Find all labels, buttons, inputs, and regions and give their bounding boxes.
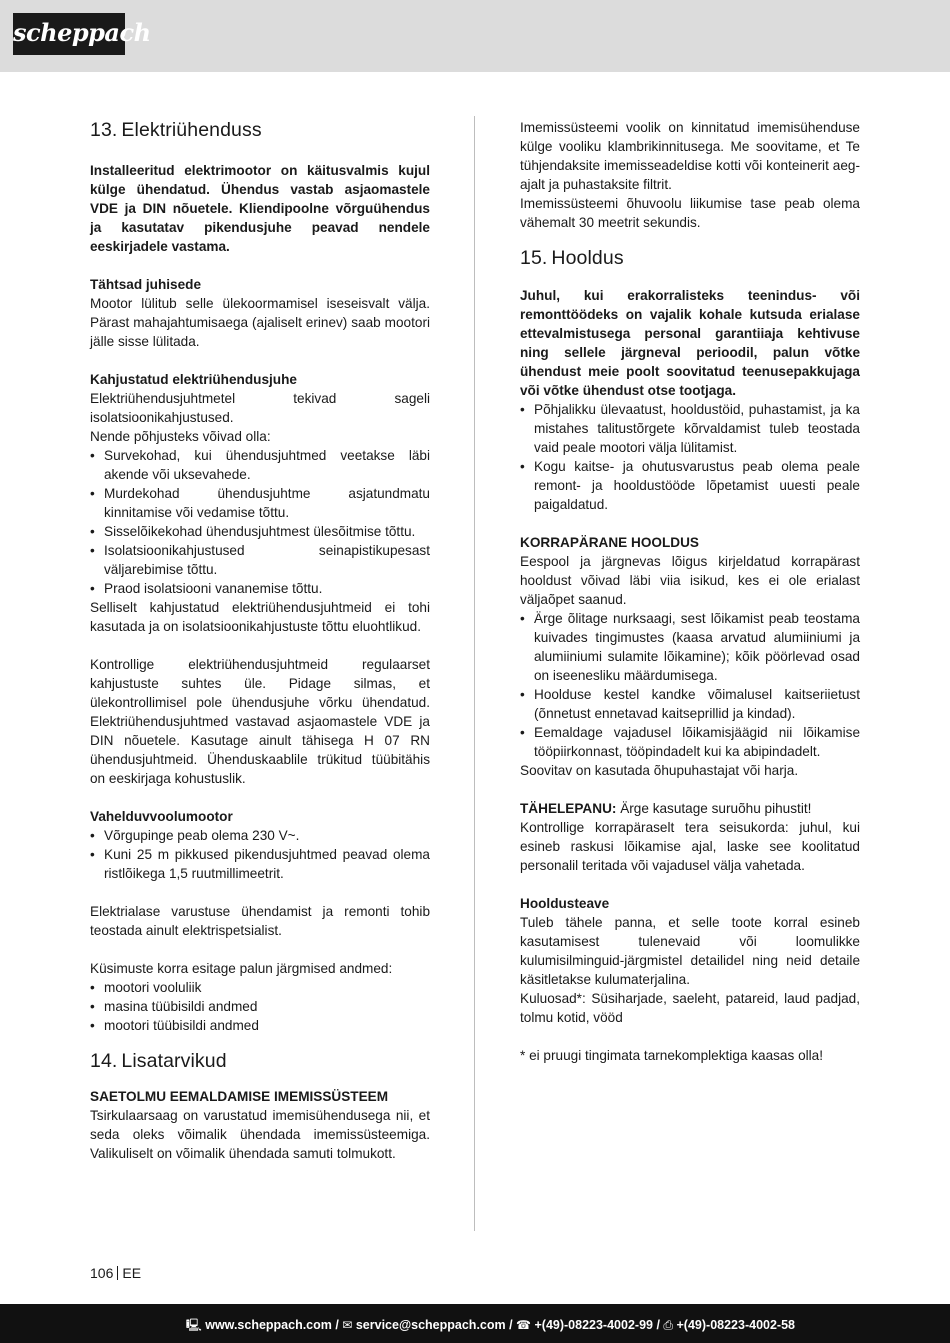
list-item: • masina tüübisildi andmed (90, 997, 430, 1016)
email-link[interactable]: service@scheppach.com (355, 1318, 506, 1332)
section-15-intro: Juhul, kui erakorralisteks teenindus- või remonttöödeks on vajalik kohale kutsuda erialase ettevalmistusega personal garantiiaja kehtivuse ning sellele järgneval perioodil, palun võtke ühendust meie poolt soovitatud teenusepakkujaga või võtke ühendust otse tootjaga. (520, 288, 860, 398)
fax-icon: ⎙ (663, 1318, 674, 1332)
website-link[interactable]: www.scheppach.com (205, 1318, 332, 1332)
questions-text: Küsimuste korra esitage palun järgmised andmed: (90, 961, 393, 976)
dust-extraction-text: Tsirkulaarsaag on varustatud imemisühendusega nii, et seda oleks võimalik ühendada imemissüsteemiga. Valikuliselt on võimalik ühendada samuti tolmukott. (90, 1108, 430, 1161)
damaged-cable-causes-intro: Nende põhjusteks võivad olla: (90, 429, 271, 444)
contact-line: 🖳 www.scheppach.com / ✉ service@scheppach.com / ☎ +(49)-08223-4002-99 / ⎙ +(49)-08223-4002-58 (185, 1318, 795, 1332)
regular-maintenance-list (520, 609, 860, 761)
fax-number: +(49)-08223-4002-58 (676, 1318, 795, 1332)
list-item: • Survekohad, kui ühendusjuhtmed veetakse läbi akende või uksevahede. (90, 446, 430, 484)
important-heading: Tähtsad juhisede (90, 277, 202, 292)
list-item: • Murdekohad ühendusjuhtme asjatundmatu kinnitamise või vedamise tõttu. (90, 484, 430, 522)
page-number: 106 (90, 1265, 114, 1281)
service-info-heading: Hooldusteave (520, 896, 610, 911)
specialist-text: Elektrialase varustuse ühendamist ja remonti tohib teostada ainult elektrispetsialist. (90, 904, 430, 938)
list-item: • Hoolduse kestel kandke võimalusel kaitseriietust (õnnetust ennetavad kaitseprillid ja kindad). (520, 685, 860, 723)
list-item: • Ärge õlitage nurksaagi, sest lõikamist peab teostama kuivades tingimustes (kaasa arvatud alumiiniumi ja alumiiniumi sulamite lõikamine); kõik pöörlevad osad on iseenesliku määrdumisega. (520, 609, 860, 685)
footer-bar (0, 1304, 950, 1343)
header-bar (0, 0, 950, 72)
page-number-area (90, 1265, 141, 1281)
section-15-heading: 15. Hooldus (520, 247, 624, 269)
list-item: • Võrgupinge peab olema 230 V~. (90, 826, 430, 845)
list-item: • Kuni 25 m pikkused pikendusjuhtmed peavad olema ristlõikega 1,5 ruutmillimeetrit. (90, 845, 430, 883)
list-item: • Isolatsioonikahjustused seinapistikupesast väljarebimise tõttu. (90, 541, 430, 579)
attention-text: Kontrollige korrapäraselt tera seisukorda: juhul, kui esineb raskusi lõikamise ajal, laske see koolitatud personalil teritada või vajadusel välja vahetada. (520, 820, 860, 873)
regular-maintenance-text-2: Soovitav on kasutada õhupuhastajat või harja. (520, 763, 799, 778)
list-item: • Sisselõikekohad ühendusjuhtmest ülesõitmise tõttu. (90, 522, 430, 541)
list-item: • Eemaldage vajadusel lõikamisjäägid nii lõikamise tööpiirkonnast, tööpindadelt kui ka abipindadelt. (520, 723, 860, 761)
damaged-cable-heading: Kahjustatud elektriühendusjuhe (90, 372, 297, 387)
list-item: • mootori vooluliik (90, 978, 430, 997)
section-13-intro: Installeeritud elektrimootor on käitusvalmis kujul külge ühendatud. Ühendus vastab asjaomastele VDE ja DIN nõuetele. Kliendipoolne võrguühendus ja kasutatav pikendusjuhe peavad nendele eeskirjadele vastama. (90, 163, 430, 254)
service-info-text: Tuleb tähele panna, et selle toote korral esineb kasutamisest tulenevaid või loomulikke kulumisilminguid-järgmistel detailidel ning neid detaile käsitletakse kulumaterjalina. (520, 915, 860, 987)
language-code: EE (122, 1265, 142, 1281)
list-item: • Põhjalikku ülevaatust, hooldustöid, puhastamist, ja ka mistahes talitustõrgete kõrvaldamist tuleb teostada vaid peale mootori välja lülitamist. (520, 400, 860, 457)
list-item: • Praod isolatsiooni vananemise tõttu. (90, 579, 430, 598)
dust-extraction-heading: SAETOLMU EEMALDAMISE IMEMISSÜSTEEM (90, 1089, 389, 1104)
right-column (520, 118, 860, 1065)
scheppach-logo: scheppach (13, 13, 125, 55)
dust-extraction-text-2: Imemissüsteemi voolik on kinnitatud imemisühenduse külge vooliku klambrikinnitusega. Me soovitame, et Te tühjendaksite imemisseadeldise kotti või konteinerit aeg-ajalt ja puhastaksite filtrit. (520, 120, 860, 192)
damaged-cable-list (90, 446, 430, 598)
column-divider (474, 116, 475, 1231)
questions-list (90, 978, 430, 1035)
email-icon: ✉ (342, 1318, 353, 1332)
phone-icon: ☎ (516, 1318, 531, 1332)
damaged-cable-text: Elektriühendusjuhtmetel tekivad sageli isolatsioonikahjustused. (90, 391, 430, 425)
phone-number: +(49)-08223-4002-99 (534, 1318, 653, 1332)
ac-motor-list (90, 826, 430, 883)
computer-icon: 🖳 (185, 1318, 202, 1332)
important-text: Mootor lülitub selle ülekoormamisel iseseisvalt välja. Pärast mahajahtumisaega (ajaliselt erinev) saab mootori jälle sisse lülitada. (90, 296, 430, 349)
footnote: * ei pruugi tingimata tarnekomplektiga kaasas olla! (520, 1048, 824, 1063)
maintenance-list (520, 400, 860, 514)
regular-maintenance-heading: KORRAPÄRANE HOOLDUS (520, 535, 699, 550)
dust-extraction-text-3: Imemissüsteemi õhuvoolu liikumise tase peab olema vähemalt 30 meetrit sekundis. (520, 196, 860, 230)
attention-note: TÄHELEPANU: Ärge kasutage suruõhu pihustit! (520, 801, 812, 816)
regular-maintenance-text: Eespool ja järgnevas lõigus kirjeldatud korrapärast hooldust võivad läbi viia isikud, kes ei ole erialast väljaõpet saanud. (520, 554, 860, 607)
left-column (90, 118, 430, 1163)
list-item: • mootori tüübisildi andmed (90, 1016, 430, 1035)
list-item: • Kogu kaitse- ja ohutusvarustus peab olema peale remont- ja hooldustööde lõpetamist uuesti peale paigaldatud. (520, 457, 860, 514)
wear-parts-text: Kuluosad*: Süsiharjade, saeleht, patareid, laud padjad, tolmu kotid, vööd (520, 991, 860, 1025)
section-13-heading: 13. Elektriühenduss (90, 119, 262, 141)
damaged-cable-warning: Selliselt kahjustatud elektriühendusjuhtmeid ei tohi kasutada ja on isolatsioonikahjustuste tõttu eluohtlikud. (90, 600, 430, 634)
cable-check-text: Kontrollige elektriühendusjuhtmeid regulaarset kahjustuste suhtes üle. Pidage silmas, et ülekontrollimisel pole ühendusjuhe võrku ühendatud. Elektriühendusjuhtmed vastavad asjaomastele VDE ja DIN nõuetele. Kasutage ainult tähisega H 07 RN ühendusjuhtmeid. Ühenduskaablile trükitud tüübitähis on eeskirjaga kohustuslik. (90, 657, 430, 786)
ac-motor-heading: Vahelduvvoolumootor (90, 809, 233, 824)
section-14-heading: 14. Lisatarvikud (90, 1050, 227, 1072)
page-number-separator (117, 1266, 118, 1280)
